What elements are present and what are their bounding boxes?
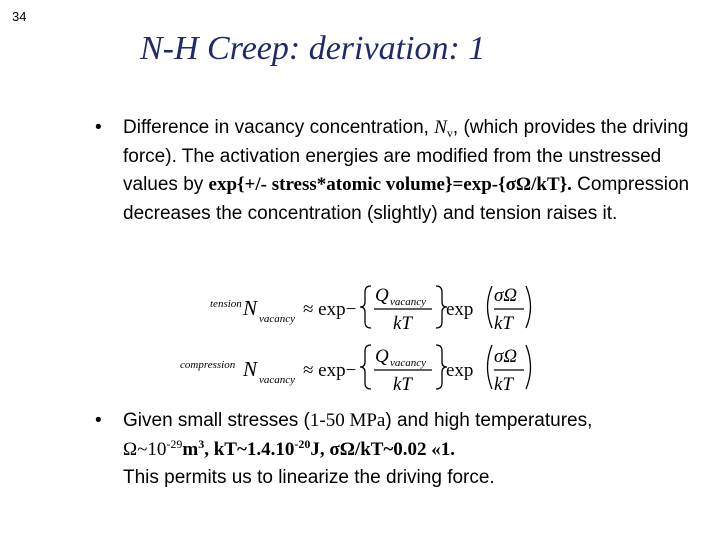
tension-equation xyxy=(150,276,550,336)
eq-prefix: compression xyxy=(180,359,236,371)
bullet-text: Difference in vacancy concentration, $N_v$, (which provides the driving force). The activation energies are modified from the unstressed values by exp{+/- stress*atomic volume}=exp-{σΩ/kT}. Compression decreases the concentration (slightly) and tension raises it. xyxy=(123,117,690,224)
eq-den: kT xyxy=(494,374,513,395)
eq-exp: exp xyxy=(446,299,474,320)
slide-number: 34 xyxy=(12,9,27,24)
eq-den: kT xyxy=(494,313,513,334)
eq-lhs-sub: vacancy xyxy=(259,374,296,386)
eq-approx: ≈ exp− xyxy=(303,360,357,381)
right-paren xyxy=(526,345,531,389)
eq-lhs: N xyxy=(243,296,258,320)
eq-kt: kT xyxy=(393,313,412,334)
slide-title: N-H Creep: derivation: 1 xyxy=(140,30,486,67)
eq-q: Q xyxy=(375,285,389,306)
eq-prefix: tension xyxy=(210,298,242,310)
left-brace xyxy=(360,345,371,389)
eq-q-sub: vacancy xyxy=(390,296,427,308)
eq-lhs: N xyxy=(243,357,258,381)
eq-q: Q xyxy=(375,346,389,367)
bullet-text: Given small stresses (1-50 MPa) and high temperatures, $\Omega\sim 10^{-29}m^3$, $kT\sim 1.4.10^{-20}J$, σΩ/kT~0.02 «1. This permits us to linearize the driving force. xyxy=(123,410,593,488)
bullet-dot: • xyxy=(95,410,102,431)
bullet-dot: • xyxy=(95,117,102,138)
compression-equation xyxy=(150,337,550,397)
left-brace xyxy=(360,286,371,328)
values-line: $\Omega\sim 10^{-29}m^3$, $kT\sim 1.4.10^{-20}J$, σΩ/kT~0.02 «1. xyxy=(123,436,456,460)
eq-num: σΩ xyxy=(494,285,518,306)
eq-lhs-sub: vacancy xyxy=(259,313,296,325)
eq-q-sub: vacancy xyxy=(390,357,427,369)
left-paren xyxy=(488,286,493,328)
eq-kt: kT xyxy=(393,374,412,395)
right-paren xyxy=(526,286,531,328)
eq-approx: ≈ exp− xyxy=(303,299,357,320)
eq-exp: exp xyxy=(446,360,474,381)
eq-num: σΩ xyxy=(494,346,518,367)
left-paren xyxy=(488,345,493,389)
stress-formula: exp{+/- stress*atomic volume}=exp-{σΩ/kT}. xyxy=(208,174,572,195)
